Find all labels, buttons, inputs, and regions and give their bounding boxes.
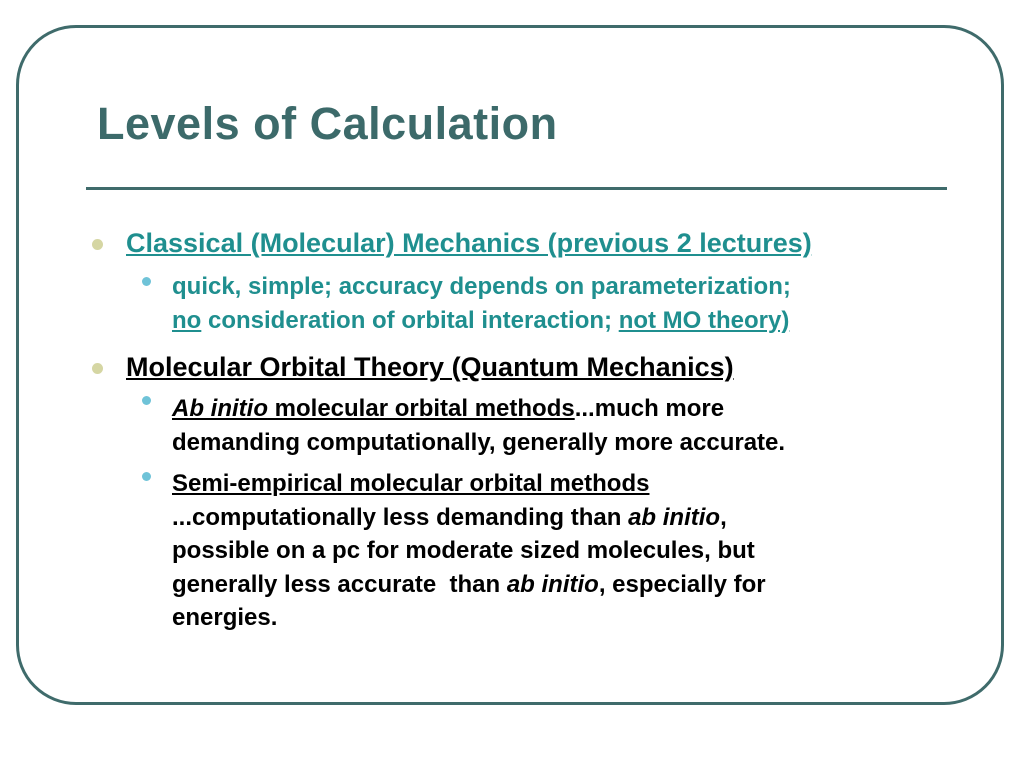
no-link[interactable]: no (172, 306, 202, 334)
semi-empirical-line-4 (172, 568, 766, 602)
ab-initio-description (172, 392, 785, 459)
ab-initio-line-1 (172, 392, 785, 426)
sub-bullet-dot-icon (142, 472, 151, 481)
heading-classical-mechanics[interactable]: Classical (Molecular) Mechanics (previous 2 lectures) (126, 228, 812, 258)
heading-molecular-orbital-theory[interactable]: Molecular Orbital Theory (Quantum Mechanics) (126, 352, 734, 382)
less-demanding-text: ...computationally less demanding than (172, 503, 629, 531)
slide-title: Levels of Calculation (97, 98, 558, 149)
mo-methods-link[interactable]: molecular orbital methods (267, 395, 575, 422)
classical-line-2 (172, 304, 791, 338)
sub-bullet-dot-icon (142, 277, 151, 286)
sub-bullet-dot-icon (142, 396, 151, 405)
ab-initio-italic: ab initio (506, 570, 599, 598)
bullet-dot-icon (92, 363, 103, 374)
comma-text: , (720, 503, 727, 531)
semi-empirical-line-5: energies. (172, 604, 278, 631)
ab-initio-italic: ab initio (628, 503, 721, 531)
ab-initio-line-2: demanding computationally, generally more accurate. (172, 428, 786, 456)
less-accurate-text: generally less accurate than (172, 570, 507, 598)
semi-empirical-line-3: possible on a pc for moderate sized molecules, but (172, 537, 755, 564)
bullet-dot-icon (92, 239, 103, 250)
ab-initio-term[interactable]: Ab initio (172, 395, 268, 422)
classical-mechanics-description (172, 270, 791, 337)
consideration-text: consideration of orbital interaction; (201, 306, 619, 334)
semi-empirical-line-2 (172, 501, 766, 535)
semi-empirical-heading[interactable]: Semi-empirical molecular orbital methods (172, 470, 650, 497)
especially-text: , especially for (598, 570, 766, 598)
semi-empirical-description (172, 467, 766, 635)
not-mo-theory-link[interactable]: not MO theory) (618, 306, 790, 334)
much-more-text: ...much more (574, 395, 725, 422)
classical-line-1: quick, simple; accuracy depends on parameterization; (172, 273, 791, 300)
